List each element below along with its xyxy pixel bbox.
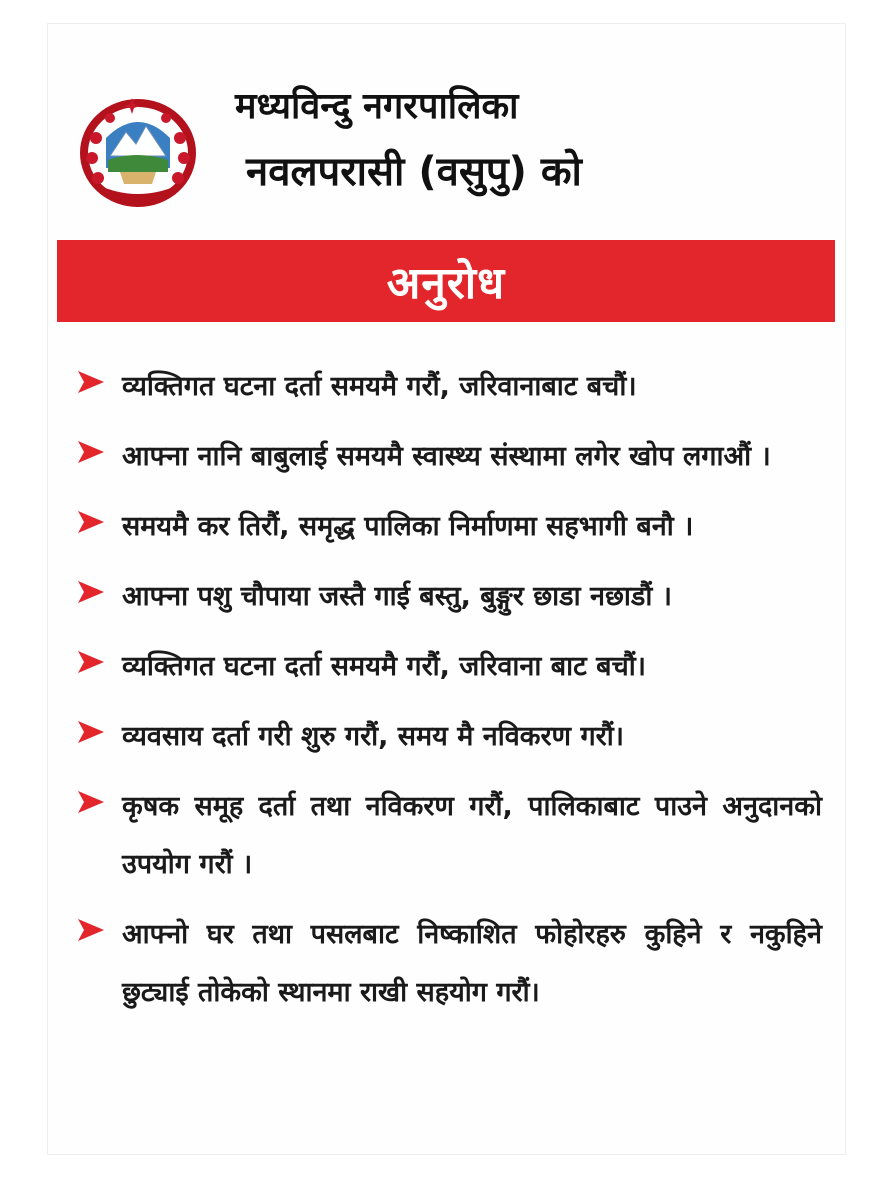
arrow-bullet-icon xyxy=(78,721,104,743)
list-item-text: आफ्ना पशु चौपाया जस्तै गाई बस्तु, बुङ्गुर छाडा नछाडौं । xyxy=(122,581,672,612)
list-item xyxy=(78,498,823,556)
request-list xyxy=(78,358,823,1034)
list-item-text: व्यवसाय दर्ता गरी शुरु गरौं, समय मै नविकरण गरौं। xyxy=(122,721,624,752)
request-banner xyxy=(57,240,835,322)
district-title: नवलपरासी (वसुपु) को xyxy=(246,149,582,195)
municipality-title: मध्यविन्दु नगरपालिका xyxy=(235,86,519,127)
arrow-bullet-icon xyxy=(78,441,104,463)
list-item-text: व्यक्तिगत घटना दर्ता समयमै गरौं, जरिवाना बाट बचौं। xyxy=(122,651,646,682)
list-item xyxy=(78,358,823,416)
list-item xyxy=(78,428,823,486)
list-item-text: कृषक समूह दर्ता तथा नविकरण गरौं, पालिकाबाट पाउने अनुदानको उपयोग गरौं । xyxy=(122,791,822,880)
list-item-text: व्यक्तिगत घटना दर्ता समयमै गरौं, जरिवानाबाट बचौं। xyxy=(122,371,637,402)
list-item-text: समयमै कर तिरौं, समृद्ध पालिका निर्माणमा सहभागी बनौ । xyxy=(122,511,694,542)
list-item-text: आफ्नो घर तथा पसलबाट निष्काशित फोहोरहरु कुहिने र नकुहिने छुट्याई तोकेको स्थानमा राखी सहयोग गरौं। xyxy=(122,919,822,1008)
arrow-bullet-icon xyxy=(78,651,104,673)
list-item-text: आफ्ना नानि बाबुलाई समयमै स्वास्थ्य संस्थामा लगेर खोप लगाऔं । xyxy=(122,441,771,472)
arrow-bullet-icon xyxy=(78,919,104,941)
arrow-bullet-icon xyxy=(78,581,104,603)
banner-heading: अनुरोध xyxy=(386,258,506,309)
list-item xyxy=(78,638,823,696)
nepal-emblem-icon xyxy=(80,98,196,208)
list-item xyxy=(78,778,823,894)
list-item xyxy=(78,568,823,626)
arrow-bullet-icon xyxy=(78,371,104,393)
list-item xyxy=(78,708,823,766)
arrow-bullet-icon xyxy=(78,791,104,813)
list-item xyxy=(78,906,823,1022)
arrow-bullet-icon xyxy=(78,511,104,533)
